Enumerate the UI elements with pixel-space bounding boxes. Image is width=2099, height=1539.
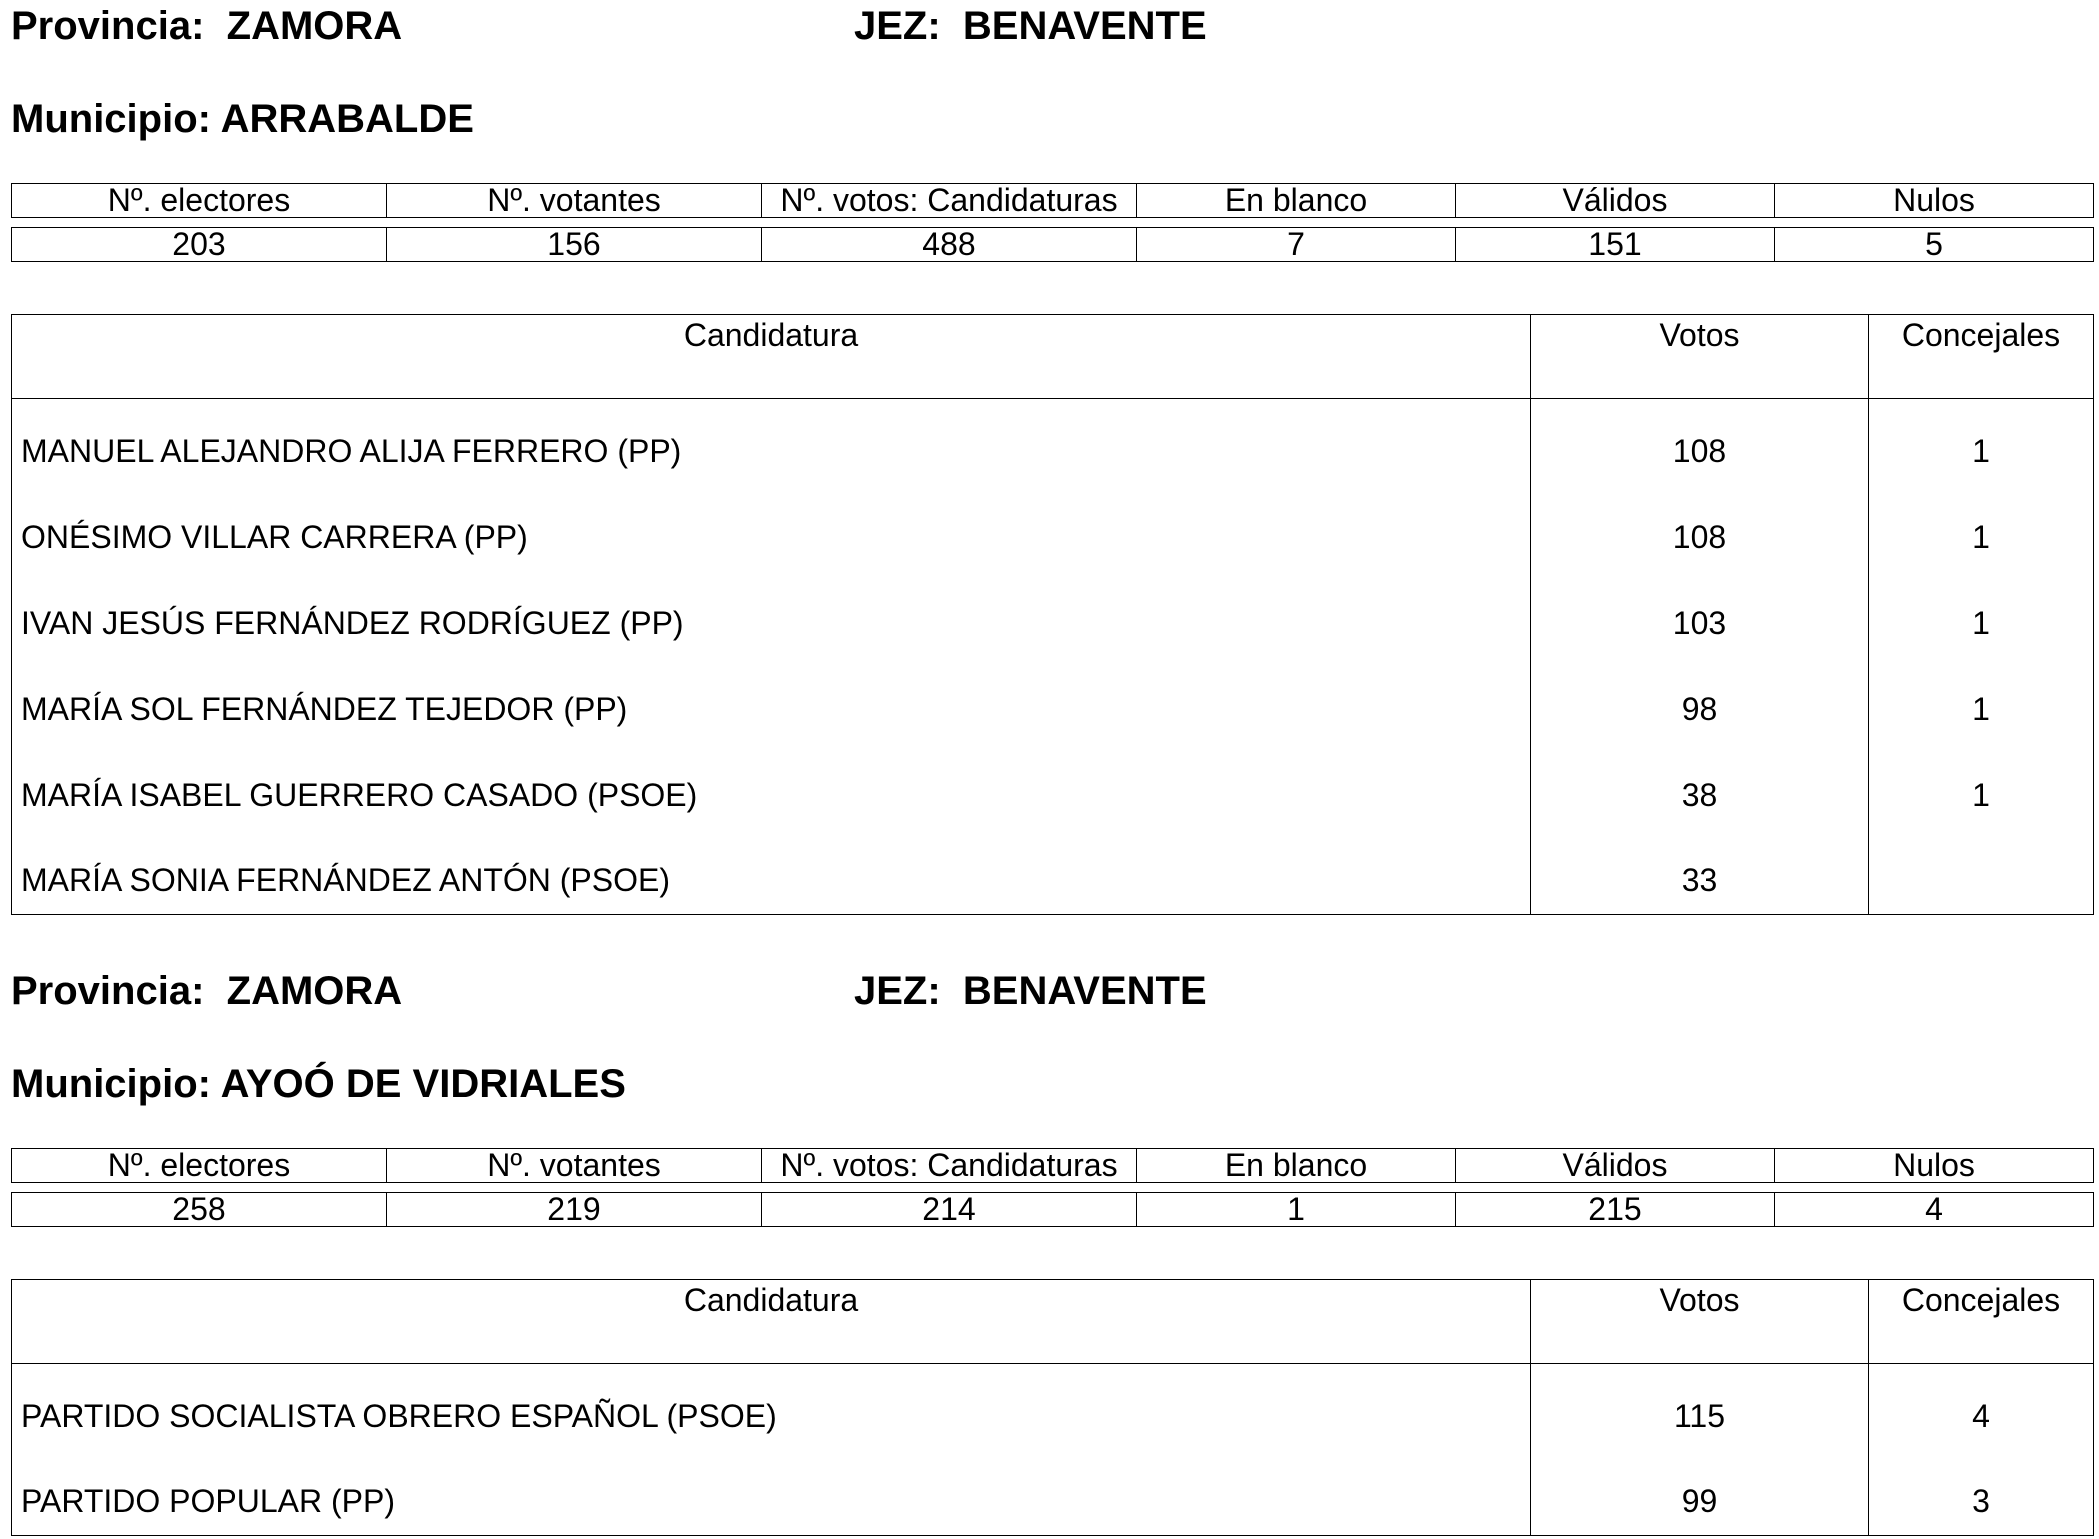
stats-value-nulos: 5 — [1775, 228, 2094, 262]
candidate-name: MANUEL ALEJANDRO ALIJA FERRERO (PP) — [21, 432, 682, 469]
stats-value-votantes: 156 — [387, 228, 762, 262]
jez-label: JEZ: — [854, 4, 941, 48]
table-row — [12, 399, 2094, 485]
stats-header-votantes: Nº. votantes — [387, 1149, 762, 1183]
municipio-label: Municipio: — [11, 97, 211, 141]
candidate-votos: 98 — [1531, 657, 1869, 743]
candidate-votos: 108 — [1531, 485, 1869, 571]
jez-heading — [854, 4, 1207, 48]
candidates-header-concejales: Concejales — [1869, 1280, 2094, 1364]
stats-header-validos: Válidos — [1456, 1149, 1775, 1183]
candidate-name: MARÍA ISABEL GUERRERO CASADO (PSOE) — [21, 776, 698, 813]
candidate-concejales: 4 — [1869, 1364, 2094, 1450]
stats-value-en-blanco: 1 — [1137, 1193, 1456, 1227]
candidate-votos: 38 — [1531, 743, 1869, 829]
provincia-heading — [11, 4, 402, 48]
candidate-concejales: 1 — [1869, 485, 2094, 571]
candidate-concejales — [1869, 829, 2094, 915]
candidates-header-votos: Votos — [1531, 1280, 1869, 1364]
stats-value-electores: 203 — [12, 228, 387, 262]
provincia-value: ZAMORA — [226, 969, 403, 1013]
municipio-value: AYOÓ DE VIDRIALES — [220, 1062, 626, 1106]
stats-value-votos-candidaturas: 214 — [762, 1193, 1137, 1227]
stats-values-table — [11, 227, 2094, 262]
candidate-name: PARTIDO POPULAR (PP) — [21, 1483, 395, 1520]
candidate-votos: 115 — [1531, 1364, 1869, 1450]
table-row — [12, 571, 2094, 657]
jez-value: BENAVENTE — [962, 4, 1207, 48]
candidates-table — [11, 1279, 2094, 1536]
candidate-votos: 108 — [1531, 399, 1869, 485]
stats-header-nulos: Nulos — [1775, 184, 2094, 218]
municipio-heading — [11, 97, 474, 141]
stats-header-table — [11, 183, 2094, 218]
candidates-table — [11, 314, 2094, 915]
table-row — [12, 743, 2094, 829]
stats-header-electores: Nº. electores — [12, 184, 387, 218]
stats-value-en-blanco: 7 — [1137, 228, 1456, 262]
provincia-label: Provincia: — [11, 969, 205, 1013]
stats-value-validos: 151 — [1456, 228, 1775, 262]
stats-value-votantes: 219 — [387, 1193, 762, 1227]
candidate-name: PARTIDO SOCIALISTA OBRERO ESPAÑOL (PSOE) — [21, 1397, 777, 1434]
candidate-name: MARÍA SOL FERNÁNDEZ TEJEDOR (PP) — [21, 690, 628, 727]
stats-value-votos-candidaturas: 488 — [762, 228, 1137, 262]
table-row — [12, 485, 2094, 571]
stats-header-electores: Nº. electores — [12, 1149, 387, 1183]
candidate-name: MARÍA SONIA FERNÁNDEZ ANTÓN (PSOE) — [21, 862, 670, 899]
jez-label: JEZ: — [854, 969, 941, 1013]
municipio-heading — [11, 1062, 626, 1106]
candidate-concejales: 1 — [1869, 399, 2094, 485]
table-row — [12, 829, 2094, 915]
stats-header-en-blanco: En blanco — [1137, 184, 1456, 218]
stats-header-nulos: Nulos — [1775, 1149, 2094, 1183]
table-row — [12, 1364, 2094, 1450]
provincia-value: ZAMORA — [226, 4, 403, 48]
candidate-name: IVAN JESÚS FERNÁNDEZ RODRÍGUEZ (PP) — [21, 604, 684, 641]
stats-header-table — [11, 1148, 2094, 1183]
municipio-label: Municipio: — [11, 1062, 211, 1106]
candidates-header-candidatura: Candidatura — [12, 315, 1531, 399]
candidate-concejales: 3 — [1869, 1450, 2094, 1536]
candidate-name: ONÉSIMO VILLAR CARRERA (PP) — [21, 518, 528, 555]
stats-header-votantes: Nº. votantes — [387, 184, 762, 218]
candidates-header-candidatura: Candidatura — [12, 1280, 1531, 1364]
jez-heading — [854, 969, 1207, 1013]
stats-header-en-blanco: En blanco — [1137, 1149, 1456, 1183]
candidate-votos: 33 — [1531, 829, 1869, 915]
candidates-header-votos: Votos — [1531, 315, 1869, 399]
candidate-votos: 103 — [1531, 571, 1869, 657]
stats-values-table — [11, 1192, 2094, 1227]
stats-value-nulos: 4 — [1775, 1193, 2094, 1227]
candidate-votos: 99 — [1531, 1450, 1869, 1536]
jez-value: BENAVENTE — [962, 969, 1207, 1013]
stats-header-validos: Válidos — [1456, 184, 1775, 218]
municipio-value: ARRABALDE — [220, 97, 474, 141]
stats-header-votos-candidaturas: Nº. votos: Candidaturas — [762, 1149, 1137, 1183]
provincia-label: Provincia: — [11, 4, 205, 48]
candidate-concejales: 1 — [1869, 657, 2094, 743]
stats-value-validos: 215 — [1456, 1193, 1775, 1227]
candidate-concejales: 1 — [1869, 743, 2094, 829]
table-row — [12, 1450, 2094, 1536]
stats-value-electores: 258 — [12, 1193, 387, 1227]
stats-header-votos-candidaturas: Nº. votos: Candidaturas — [762, 184, 1137, 218]
provincia-heading — [11, 969, 402, 1013]
candidates-header-concejales: Concejales — [1869, 315, 2094, 399]
table-row — [12, 657, 2094, 743]
candidate-concejales: 1 — [1869, 571, 2094, 657]
